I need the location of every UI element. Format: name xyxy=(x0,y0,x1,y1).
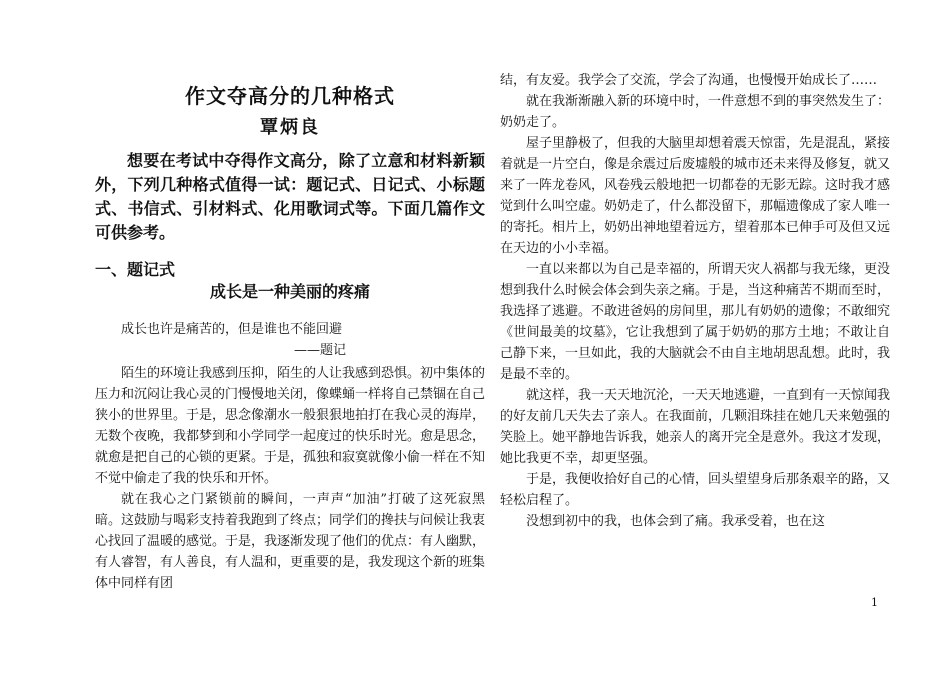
intro-paragraph: 想要在考试中夺得作文高分，除了立意和材料新颖外，下列几种格式值得一试：题记式、日记式、小标题式、书信式、引材料式、化用歌词式等。下面几篇作文可供参考。 xyxy=(95,151,485,242)
body-paragraph: 一直以来都以为自己是幸福的，所谓天灾人祸都与我无缘，更没想到我什么时候会体会到失亲之痛。于是，当这种痛苦不期而至时，我选择了逃避。不敢进爸妈的房间里，那儿有奶奶的遗像；不敢细究《世间最美的坟墓》，它让我想到了属于奶奶的那方土地；不敢让自己静下来，一旦如此，我的大脑就会不由自主地胡思乱想。此时，我是最不幸的。 xyxy=(500,262,891,382)
body-paragraph: 就在我心之门紧锁前的瞬间，一声声“加油”打破了这死寂黑暗。这鼓励与喝彩支持着我跑到了终点；同学们的搀扶与问候让我衷心找回了温暖的感觉。于是，我逐渐发现了他们的优点：有人幽默，有人睿智，有人善良，有人温和，更重要的是，我发现这个新的班集体中同样有团 xyxy=(95,492,486,591)
page-number: 1 xyxy=(871,596,878,609)
epigraph: 成长也许是痛苦的，但是谁也不能回避 xyxy=(121,322,343,337)
body-paragraph: 没想到初中的我，也体会到了痛。我承受着，也在这 xyxy=(526,514,826,529)
body-paragraph: 屋子里静极了，但我的大脑里却想着震天惊雷，先是混乱，紧接着就是一片空白，像是余震过后废墟般的城市还未来得及修复，就又来了一阵龙卷风，风卷残云般地把一切都卷的无影无踪。这时我才感觉到什么叫空虚。奶奶走了，什么都没留下，那幅遗像成了家人唯一的寄托。相片上，奶奶出神地望着远方，望着那本已伸手可及但又远在天边的小小幸福。 xyxy=(500,136,891,256)
author-name: 覃炳良 xyxy=(260,117,320,138)
body-paragraph-continued: 结，有友爱。我学会了交流，学会了沟通，也慢慢开始成长了…… xyxy=(500,73,878,88)
article-title: 作文夺高分的几种格式 xyxy=(185,84,395,108)
right-column xyxy=(500,70,890,532)
body-paragraph: 于是，我便收拾好自己的心情，回头望望身后那条艰辛的路，又轻松启程了。 xyxy=(500,472,891,508)
body-paragraph: 陌生的环境让我感到压抑，陌生的人让我感到恐惧。初中集体的压力和沉闷让我心灵的门慢慢地关闭，像蝶蛹一样将自己禁锢在自己狭小的世界里。于是，思念像潮水一般狠狠地拍打在我心灵的海岸，无数个夜晚，我都梦到和小学同学一起度过的快乐时光。愈是思念，就愈是把自己的心锁的更紧。于是，孤独和寂寞就像小偷一样在不知不觉中偷走了我的快乐和开怀。 xyxy=(95,366,486,486)
body-paragraph: 就在我渐渐融入新的环境中时，一件意想不到的事突然发生了：奶奶走了。 xyxy=(500,94,891,130)
epigraph-source: ——题记 xyxy=(293,343,346,358)
left-column xyxy=(95,70,485,594)
body-paragraph: 就这样，我一天天地沉沦，一天天地逃避，一直到有一天惊闻我的好友前几天失去了亲人。在我面前，几颗泪珠挂在她几天来勉强的笑脸上。她平静地告诉我，她亲人的离开完全是意外。我这才发现，她比我更不幸，却更坚强。 xyxy=(500,388,891,466)
section-heading: 一、题记式 xyxy=(95,260,176,279)
essay-title: 成长是一种美丽的疼痛 xyxy=(209,282,370,301)
